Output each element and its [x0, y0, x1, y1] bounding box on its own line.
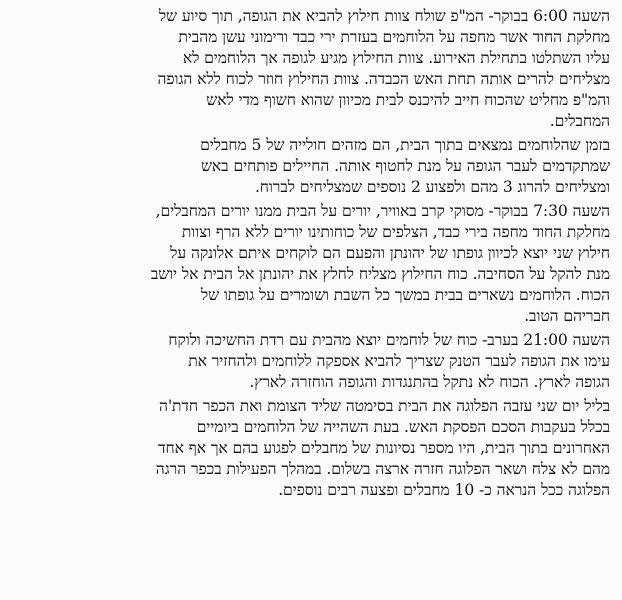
text-line: והמ"פ מחליט שהכוח חייב להיכנס לבית מכיוון שהוא חשוף מדי לאש [206, 91, 610, 109]
text-line: בליל יום שני עזבה הפלוגה את הבית בסימטה שליד הצומת ואת הכפר חדת'ה [158, 397, 610, 415]
paragraph-4 [12, 330, 610, 393]
text-line: האחרונים בתוך הבית, היו מספר נסיונות של מחבלים לפגוע בהם אך אף אחד [158, 439, 610, 457]
paragraph-3 [12, 201, 610, 327]
text-line: השעה 6:00 בבוקר- המ"פ שולח צוות חילוץ להביא את הגופה, תוך סיוע של [158, 7, 610, 25]
paragraph-5 [12, 396, 610, 501]
text-line: מחלקת החוד מחפה בירי כבד, הצלפים של כוחותינו יורים ללא הרף וצוות [181, 223, 610, 241]
text-line: עימו את הגופה לעבר הטנק שצריך להביא אספקה ללוחמים ולהחזיר את [188, 352, 610, 370]
text-line: חילוץ שני יוצא לכיוון גופתו של יהונתן והפעם הם לוקחים איתם אלונקה על [170, 244, 610, 262]
text-line: הכוח. הלוחמים נשארים בבית במשך כל השבת ושומרים על גופתו של [200, 286, 610, 304]
text-line: בזמן שהלוחמים נמצאים בתוך הבית, הם מזהים חולייה של 5 מחבלים [200, 136, 610, 154]
text-line: שמתקדמים לעבר הגופה על מנת לחטוף אותה. החיילים פותחים באש [200, 157, 610, 175]
text-line: השעה 21:00 בערב- כוח של לוחמים יוצא מהבית עם רדת החשיכה ולוקח [168, 331, 610, 349]
text-line: השעה 7:30 בבוקר- מסוקי קרב באוויר, יורים על הבית ממנו יורים המחבלים, [155, 202, 610, 220]
text-line: עליו השתלטו בתחילת האירוע. צוות החילוץ מגיע לגופה אך הלוחמים לא [182, 49, 610, 67]
text-line: הפלוגה ככל הנראה כ- 10 מחבלים ופצעה רבים נוספים. [278, 481, 610, 499]
text-line: ומצליחים להרוג 3 מהם ולפצוע 2 נוספים שמצליחים לברוח. [254, 178, 610, 196]
text-line: מהם לא צלח ושאר הפלוגה חזרה ארצה בשלום. במהלך הפעילות בכפר הרגה [155, 460, 610, 478]
paragraph-2 [12, 135, 610, 198]
text-line: מנת להקל על הסחיבה. כוח החילוץ מצליח לחלץ את יהונתן אל הבית אל יושב [150, 265, 610, 283]
text-line: הגופה לארץ. הכוח לא נתקל בהתנגדות והגופה הוחזרה לארץ. [249, 373, 610, 391]
text-line: מצליחים להרים אותה תחת האש הכבדה. צוות החילוץ חוזר לכוח ללא הגופה [157, 70, 610, 88]
text-line: מחלקת החוד אשר מחפה על הלוחמים בעזרת ירי כבד ורימוני עשן מהבית [178, 28, 610, 46]
paragraph-1 [12, 6, 610, 132]
text-line: בכלל בעקבות הסכם הפסקת האש. בעת השהייה של הלוחמים ביומיים [196, 418, 610, 436]
text-line: המחבלים. [549, 112, 610, 130]
text-line: חבריהם הטוב. [524, 307, 610, 325]
